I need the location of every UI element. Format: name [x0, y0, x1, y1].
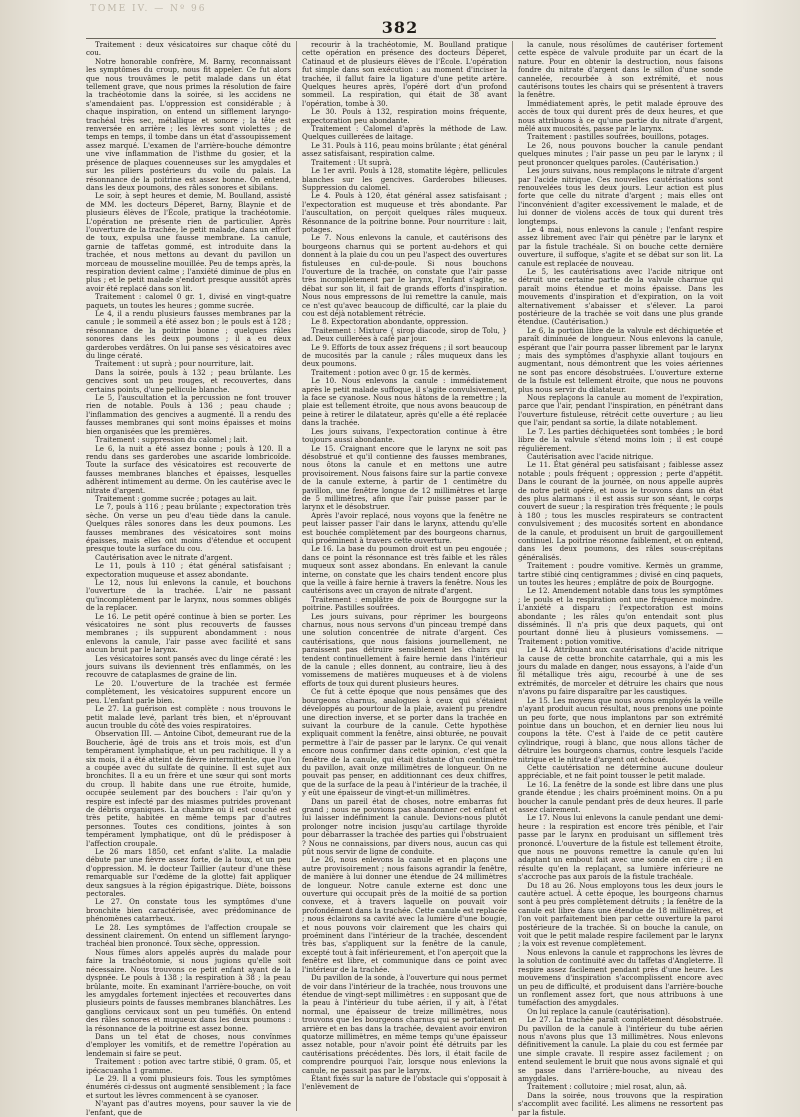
- paragraph: Traitement : deux vésicatoires sur chaque côté du cou.: [86, 40, 291, 58]
- page-edge-shading-right: [740, 0, 800, 1117]
- paragraph: Cette cautérisation ne détermine aucune douleur appréciable, et ne fait point tousser le petit malade.: [518, 762, 723, 781]
- paragraph: Nous replaçons la canule au moment de l'expiration, parce que l'air, pendant l'inspiration, en pénétrant dans l'ouverture fistuleuse, rétrécit cette ouverture ; au lieu que l'air, pendant sa sortie, la dilate notablement.: [518, 393, 723, 428]
- paragraph: Le 4 mai, nous enlevons la canule ; l'enfant respire assez librement avec l'air qui pénètre par le larynx et par la fistule trachéale. Si on bouche cette dernière ouverture, il suffoque, s'agite et se débat sur son lit. La canule est replacée de nouveau.: [518, 224, 723, 268]
- paragraph: Observation III. — Antoine Cibot, demeurant rue de la Boucherie, âgé de trois ans et trois mois, est d'un tempérament lymphatique, et un peu rachitique. Il y a six mois, il a été atteint de fièvre intermittente, que l'on a coupée avec du sulfate de quinine. Il est sujet aux bronchites. Il a eu un frère et une sœur qui sont morts du croup. Il habite dans une rue étroite, humide, occupée seulement par des bouchers : l'air qu'on y respire est infecté par des miasmes putrides provenant de débris organiques. La chambre où il est couché est très petite, habitée en même temps par d'autres personnes. Toutes ces conditions, jointes à son tempérament lymphatique, ont dû le prédisposer à l'affection croupale.: [86, 729, 291, 848]
- paragraph: Le 6, la nuit a été assez bonne ; pouls à 120. Il a rendu dans ses garderobes une ascaride lombricoïde. Toute la surface des vésicatoires est recouverte de fausses membranes blanches et épaisses, lesquelles adhèrent intimement au derme. On les cautérise avec le nitrate d'argent.: [86, 443, 291, 495]
- paragraph: Traitement : Calomel d'après la méthode de Law. Quelques cuillerées de laitage.: [302, 124, 507, 142]
- paragraph: Le 30. Pouls à 132, respiration moins fréquente, expectoration peu abondante.: [302, 107, 507, 125]
- paragraph: Le 5, l'auscultation et la percussion ne font trouver rien de notable. Pouls à 136 ; peau chaude ; l'inflammation des gencives a augmenté. Il a rendu des fausses membranes qui sont moins épaisses et moins bien organisées que les premières.: [86, 393, 291, 436]
- paragraph: Le 26 mars 1850, cet enfant s'alite. La maladie débute par une fièvre assez forte, de la toux, et un peu d'oppression. M. le docteur Taillier (auteur d'une thèse remarquable sur l'œdème de la glotte) fait appliquer deux sangsues à la région épigastrique. Diète, boissons pectorales.: [86, 847, 291, 899]
- column-divider: [512, 41, 513, 1111]
- text-columns: [86, 40, 726, 1117]
- paragraph: Le 17. Nous lui enlevons la canule pendant une demi-heure : la respiration est encore très pénible, et l'air passe par le larynx en produisant un sifflement très prononcé. L'ouverture de la fistule est tellement étroite, que nous ne pouvons remettre la canule qu'en lui adaptant un embout fait avec une sonde en cire ; il en résulte qu'en la replaçant, sa lumière inférieure ne s'accroche pas aux parois de la fistule trachéale.: [518, 813, 723, 882]
- paragraph: Le 1er avril. Pouls à 128, stomatite légère, pellicules blanches sur les gencives. Garderobes bilieuses. Suppression du calomel.: [302, 166, 507, 192]
- paragraph: Traitement : collutoire ; miel rosat, alun, aâ.: [527, 1082, 687, 1092]
- paragraph: Immédiatement après, le petit malade éprouve des accès de toux qui durent près de deux heures, et que nous attribuons à ce qu'une partie du nitrate d'argent, mêlé aux mucosités, passe par le larynx.: [518, 98, 723, 134]
- column-right: [518, 40, 723, 1117]
- paragraph: Le 20. L'ouverture de la trachée est fermée complètement, les vésicatoires suppurent encore un peu. L'enfant parle bien.: [86, 678, 291, 705]
- paragraph: Ce fut à cette époque que nous pensâmes que des bourgeons charnus, analogues à ceux qui s'étaient développés au pourtour de la plaie, avaient pu prendre une direction inverse, et se porter dans la trachée en suivant la courbure de la canule. Cette hypothèse expliquait comment la fenêtre, ainsi obturée, ne pouvait permettre à l'air de passer par le larynx. Ce qui venait encore nous confirmer dans cette opinion, c'est que la fenêtre de la canule, qui était distante d'un centimètre du pavillon, avait onze millimètres de longueur. On ne pouvait pas penser, en additionnant ces deux chiffres, que de la surface de la peau à l'intérieur de la trachée, il y eût une épaisseur de vingt-et-un millimètres.: [302, 687, 507, 798]
- paragraph: Traitement : potion avec 0 gr. 15 de kermès.: [311, 367, 472, 377]
- paragraph: Le 28. Les symptômes de l'affection croupale se dessinent clairement. On entend un sifflement laryngo-trachéal bien prononcé. Toux sèche, oppression.: [86, 922, 291, 949]
- paragraph: On lui replace la canule (cautérisation).: [527, 1006, 670, 1016]
- paragraph: Les jours suivans, nous remplaçons le nitrate d'argent par l'acide nitrique. Ces nouvelles cautérisations sont renouvelées tous les deux jours. Leur action est plus forte que celle du nitrate d'argent ; mais elles ont l'inconvénient d'agiter excessivement le malade, et de lui donner de violens accès de toux qui durent très longtemps.: [518, 166, 723, 226]
- paragraph: Traitement : gomme sucrée ; potages au lait.: [95, 493, 257, 503]
- paragraph: Traitement : ut suprà ; pour nourriture, lait.: [95, 359, 254, 369]
- paragraph: Le 16. La base du poumon droit est un peu engouée ; dans ce point la résonnance est très faible et les râles muqueux sont assez abondans. En enlevant la canule interne, on constate que les chairs tendent encore plus que la veille à faire hernie à travers la fenêtre. Nous les cautérisons avec un crayon de nitrate d'argent.: [302, 544, 507, 596]
- paragraph: Le 29. Il a vomi plusieurs fois. Tous les symptômes énumérés ci-dessus ont augmenté sensiblement ; la face et surtout les lèvres commencent à se cyanoser.: [86, 1073, 291, 1100]
- column-middle: [302, 41, 507, 1111]
- column-divider: [296, 41, 297, 1111]
- paragraph: Après l'avoir replacé, nous voyons que la fenêtre ne peut laisser passer l'air dans le larynx, attendu qu'elle est bouchée complètement par des bourgeons charnus, qui proéminent à travers cette ouverture.: [302, 510, 507, 545]
- paragraph: Le 7. Nous enlevons la canule, et cautérisons des bourgeons charnus qui se portent au-dehors et qui donnent à la plaie du cou un peu l'aspect des ouvertures fistuleuses en cul-de-poule. Si nous bouchons l'ouverture de la trachée, on constate que l'air passe très incomplètement par le larynx, l'enfant s'agite, se débat sur son lit, il fait de grands efforts d'inspiration. Nous nous empressons de lui remettre la canule, mais ce n'est qu'avec beaucoup de difficulté, car la plaie du cou est déjà notablement rétrécie.: [302, 233, 507, 318]
- paragraph: Cautérisation avec le nitrate d'argent.: [95, 552, 233, 562]
- paragraph: Le 4, il a rendu plusieurs fausses membranes par la canule ; le sommeil a été assez bon ; le pouls est à 128 ; résonnance de la poitrine bonne ; quelques râles sonores dans les deux poumons ; il a eu deux garderobes verdâtres. On lui panse ses vésicatoires avec du linge cératé.: [86, 309, 291, 361]
- paragraph: Les vésicatoires sont pansés avec du linge cératé : les jours suivans ils deviennent très enflammés, on les recouvre de cataplasmes de graine de lin.: [86, 653, 291, 680]
- paragraph: Traitement : potion avec tartre stibié, 0 gram. 05, et ipécacuanha 1 gramme.: [86, 1057, 291, 1075]
- paragraph: Étant fixés sur la nature de l'obstacle qui s'opposait à l'enlèvement de: [302, 1073, 507, 1092]
- bleed-through-header: ТОМЕ ІV. — Nº 96: [90, 4, 207, 14]
- paragraph: Le 12. Amendement notable dans tous les symptômes ; le pouls et la respiration ont une fréquence moindre. L'anxiété a disparu ; l'expectoration est moins abondante ; les râles qu'on entendait sont plus disséminés. Il n'a pris que deux paquets, qui ont pourtant donné lieu à plusieurs vomissemens. — Traitement : potion vomitive.: [518, 586, 723, 646]
- paragraph: Dans la soirée, pouls à 132 ; peau brûlante. Les gencives sont un peu rouges, et recouvertes, dans certains points, d'une pellicule blanche.: [86, 367, 291, 394]
- paragraph: Le 27. La guérison est complète : nous trouvons le petit malade levé, parlant très bien, et n'éprouvant aucun trouble du côté des voies respiratoires.: [86, 704, 291, 730]
- paragraph: recourir à la trachéotomie, M. Boulland pratique cette opération en présence des docteurs Déperet, Catinaud et de plusieurs élèves de l'École. L'opération fut simple dans son exécution : au moment d'inciser la trachée, il fallut faire la ligature d'une petite artère. Quelques heures après, l'opéré dort d'un profond sommeil. La respiration, qui était de 38 avant l'opération, tombe à 30.: [302, 40, 507, 108]
- paragraph: Traitement : emplâtre de poix de Bourgogne sur la poitrine. Pastilles soufrées.: [302, 594, 507, 613]
- paragraph: Le 31. Pouls à 116, peau moins brûlante ; état général assez satisfaisant, respiration calme.: [302, 140, 507, 159]
- paragraph: Dans un pareil état de choses, notre embarras fut grand ; nous ne pouvions pas abandonner cet enfant et lui laisser indéfiniment la canule. Devions-nous plutôt prolonger notre incision jusqu'au cartilage thyroïde pour débarrasser la trachée des parties qui l'obstruaient ? Nous ne connaissions, par divers nous, aucun cas qui pût nous servir de ligne de conduite.: [302, 796, 507, 856]
- paragraph: Le 12, nous lui enlevons la canule, et bouchons l'ouverture de la trachée. L'air ne passant qu'incomplètement par le larynx, nous sommes obligés de la replacer.: [86, 578, 291, 613]
- page-header: [0, 0, 800, 40]
- paragraph: Le 15. Les moyens que nous avons employés la veille n'ayant produit aucun résultat, nous prenons une pointe un peu forte, que nous implantons par son extrémité pointue dans un bouchon, et en dernier lieu nous lui coupons la tête. C'est à l'aide de ce petit cautère cylindrique, rougi à blanc, que nous allons tâcher de détruire les bourgeons charnus, contre lesquels l'acide nitrique et le nitrate d'argent ont échoué.: [518, 695, 723, 764]
- paragraph: Du 18 au 26. Nous employons tous les deux jours le cautère actuel. À cette époque, les bourgeons charnus sont à peu près complètement détruits ; la fenêtre de la canule est libre dans une étendue de 18 millimètres, et l'on voit parfaitement bien par cette ouverture la paroi postérieure de la trachée. Si on bouche la canule, on voit que le petit malade respire facilement par le larynx ; la voix est revenue complètement.: [518, 880, 723, 949]
- paragraph: Le 4. Pouls à 120, état général assez satisfaisant ; l'expectoration est muqueuse et très abondante. Par l'auscultation, on perçoit quelques râles muqueux. Résonnance de la poitrine bonne. Pour nourriture : lait, potages.: [302, 191, 507, 234]
- paragraph: Traitement : Ut suprà.: [311, 157, 392, 167]
- page-edge-shading-left: [0, 0, 70, 1117]
- page-number: 382: [381, 18, 419, 37]
- paragraph: Le 10. Nous enlevons la canule : immédiatement après le petit malade suffoque, il s'agite convulsivement, la face se cyanose. Nous nous hâtons de la remettre ; la plaie est tellement étroite, que nous avons beaucoup de peine à retirer le dilatateur, après qu'elle a été replacée dans la trachée.: [302, 376, 507, 428]
- paragraph: Le 26, nous enlevons la canule et en plaçons une autre provisoirement ; nous faisons agrandir la fenêtre, de manière à lui donner une étendue de 24 millimètres de longueur. Notre canule externe est donc une ouverture qui occupait près de la moitié de sa portion convexe, et à travers laquelle on pouvait voir profondément dans la trachée. Cette canule est replacée ; nous éclairons sa cavité avec la lumière d'une bougie, et nous pouvons voir clairement que les chairs qui proéminent dans l'intérieur de la trachée, descendent très bas, s'appliquent sur la fenêtre de la canule, excepté tout à fait inférieurement, et l'on aperçoit que la fenêtre est libre, et communique dans ce point avec l'intérieur de la trachée.: [302, 855, 507, 974]
- paragraph: Traitement : Mixture { sirop diacode, sirop de Tolu, } ad. Deux cuillerées à café par jour.: [302, 325, 507, 344]
- paragraph: la canule, nous résolûmes de cautériser fortement cette espèce de valvule produite par un écart de la nature. Pour en obtenir la destruction, nous faisons fondre du nitrate d'argent dans le sillon d'une sonde cannelée, recourbée à son extrémité, et nous cautérisons toutes les chairs qui se présentent à travers la fenêtre.: [518, 40, 723, 100]
- paragraph: Notre honorable confrère, M. Barny, reconnaissant les symptômes du croup, nous fit appeler. Ce fut alors que nous trouvâmes le petit malade dans un état tellement grave, que nous primes la résolution de faire la trachéotomie dans la soirée, si les accidens ne s'amendaient pas. L'oppression est considérable ; à chaque inspiration, on entend un sifflement laryngo-trachéal très sec, métallique et sonore ; la tête est renversée en arrière ; les lèvres sont violettes ; de temps en temps, il tombe dans un état d'assoupissement assez marqué. L'examen de l'arrière-bouche démontre une vive inflammation de l'isthme du gosier, et la présence de plaques couenneuses sur les amygdales et sur les piliers postérieurs du voile du palais. La résonnance de la poitrine est assez bonne. On entend, dans les deux poumons, des râles sonores et sibilans.: [86, 56, 291, 192]
- paragraph: Le 6, la portion libre de la valvule est déchiquetée et paraît diminuée de longueur. Nous enlevons la canule, espérant que l'air pourra passer librement par le larynx ; mais des symptômes d'asphyxie allant toujours en augmentant, nous démontrent que les voies aériennes ne sont pas encore désobstruées. L'ouverture externe de la fistule est tellement étroite, que nous ne pouvons plus nous servir du dilatateur.: [518, 325, 723, 394]
- paragraph: Cautérisation avec l'acide nitrique.: [527, 451, 654, 461]
- paragraph: Les jours suivans, pour réprimer les bourgeons charnus, nous nous servons d'un pinceau trempé dans une solution concentrée de nitrate d'argent. Ces cautérisations, que nous faisions journellement, ne paraissent pas détruire sensiblement les chairs qui tendent continuellement à faire hernie dans l'intérieur de la canule ; elles donnent, au contraire, lieu à des vomissemens de matières muqueuses et à de violens efforts de toux qui durent plusieurs heures.: [302, 611, 507, 688]
- paragraph: Le 14. Attribuant aux cautérisations d'acide nitrique la cause de cette bronchite catarrhale, qui a mis les jours du malade en danger, nous essayons, à l'aide d'un fil métallique très aigu, recourbé à une de ses extrémités, de morceler et détruire les chairs que nous n'avons pu faire disparaître par les caustiques.: [518, 645, 723, 697]
- paragraph: Nous enlevons la canule et rapprochons les lèvres de la solution de continuité avec du taffetas d'Angleterre. Il respire assez facilement pendant près d'une heure. Les mouvemens d'inspiration s'accomplissent encore avec un peu de difficulté, et produisent dans l'arrière-bouche un ronflement assez fort, que nous attribuons à une tuméfaction des amygdales.: [518, 947, 723, 1008]
- paragraph: Le 26, nous pouvons boucher la canule pendant quelques minutes ; l'air passe un peu par le larynx ; il peut prononcer quelques paroles. (Cautérisation.): [518, 140, 723, 167]
- paragraph: Le 7, pouls à 116 ; peau brûlante ; expectoration très sèche. On verse un peu d'eau tiède dans la canule. Quelques râles sonores dans les deux poumons. Les fausses membranes des vésicatoires sont moins épaisses, mais elles ont moins d'étendue et occupent presque toute la surface du cou.: [86, 502, 291, 554]
- paragraph: Nous fûmes alors appelés auprès du malade pour faire la trachéotomie, si nous jugions qu'elle soit nécessaire. Nous trouvons ce petit enfant ayant de la dyspnée. Le pouls à 138 ; la respiration à 38 ; la peau brûlante, moite. En examinant l'arrière-bouche, on voit les amygdales fortement injectées et recouvertes dans plusieurs points de fausses membranes blanchâtres. Les ganglions cervicaux sont un peu tuméfiés. On entend des râles sonores et muqueux dans les deux poumons : la résonnance de la poitrine est assez bonne.: [86, 947, 291, 1033]
- paragraph: Traitement : calomel 0 gr. 1, divisé en vingt-quatre paquets, un toutes les heures ; gomme sucrée.: [86, 292, 291, 310]
- paragraph: Le 9. Efforts de toux assez fréquens ; il sort beaucoup de mucosités par la canule ; râles muqueux dans les deux poumons.: [302, 342, 507, 369]
- paragraph: Le 16. Le petit opéré continue à bien se porter. Les vésicatoires ne sont plus recouverts de fausses membranes ; ils suppurent abondamment : nous enlevons la canule, l'air passe avec facilité et sans aucun bruit par le larynx.: [86, 611, 291, 655]
- paragraph: Traitement : poudre vomitive. Kermès un gramme, tartre stibié cinq centigrammes ; divisé en cinq paquets, un toutes les heures ; emplâtre de poix de Bourgogne.: [518, 561, 723, 587]
- paragraph: Le 11, pouls à 110 ; état général satisfaisant ; expectoration muqueuse et assez abondante.: [86, 561, 291, 579]
- header-rule: [86, 38, 716, 39]
- paragraph: Le 5, les cautérisations avec l'acide nitrique ont détruit une certaine partie de la valvule charnue qui paraît moins étendue et moins épaisse. Dans les mouvements d'inspiration et d'expiration, on la voit alternativement s'abaisser et s'élever. La paroi postérieure de la trachée se voit dans une plus grande étendue. (Cautérisation.): [518, 266, 723, 327]
- paragraph: Les jours suivans, l'expectoration continue à être toujours aussi abondante.: [302, 426, 507, 445]
- paragraph: Traitement : suppression du calomel ; lait.: [95, 435, 248, 445]
- paragraph: Le 11. État général peu satisfaisant ; faiblesse assez notable ; pouls fréquent ; oppression ; perte d'appétit. Dans le courant de la journée, on nous appelle auprès de notre petit opéré, et nous le trouvons dans un état des plus alarmans : il est assis sur son séant, le corps couvert de sueur ; la respiration très fréquente ; le pouls à 180 ; tous les muscles respirateurs se contractent convulsivement ; des mucosités sortent en abondance de la canule, et produisent un bruit de gargouillement continuel. La poitrine résonne faiblement, et on entend, dans les deux poumons, des râles sous-crépitans généralisés.: [518, 460, 723, 562]
- paragraph: Le 15. Craignant encore que le larynx ne soit pas désobstrué et qu'il contienne des fausses membranes, nous ôtons la canule et en mettons une autre provisoirement. Nous faisons faire sur la partie convexe de la canule externe, à partir de 1 centimètre du pavillon, une fenêtre longue de 12 millimètres et large de 5 millimètres, afin que l'air puisse passer par le larynx et le désobstruer.: [302, 443, 507, 512]
- column-left: [86, 40, 291, 1117]
- paragraph: Du pavillon de la sonde, à l'ouverture qui nous permet de voir dans l'intérieur de la trachée, nous trouvons une étendue de vingt-sept millimètres : en supposant que de la peau à l'intérieur du tube aérien, il y ait, à l'état normal, une épaisseur de treize millimètres, nous trouvons que les bourgeons charnus qui se portaient en arrière et en bas dans la trachée, devaient avoir environ quatorze millimètres, en même temps qu'une épaisseur assez notable, pour n'avoir point été détruits par les cautérisations précédentes. Dès lors, il était facile de comprendre pourquoi l'air, lorsque nous enlevions la canule, ne passait pas par le larynx.: [302, 973, 507, 1075]
- paragraph: Le 16. La fenêtre de la sonde est libre dans une plus grande étendue ; les chairs proéminent moins. On a pu boucher la canule pendant près de deux heures. Il parle assez clairement.: [518, 779, 723, 814]
- paragraph: N'ayant pas d'autres moyens, pour sauver la vie de l'enfant, que de: [86, 1099, 291, 1117]
- paragraph: Traitement : pastilles soufrées, bouillons, potages.: [527, 132, 709, 142]
- paragraph: Le 27. La trachée paraît complètement désobstruée. Du pavillon de la canule à l'intérieur du tube aérien nous n'avons plus que 13 millimètres. Nous enlevons définitivement la canule. La plaie du cou est fermée par une simple cravate. Il respire assez facilement ; on entend seulement le bruit que nous avons signalé et qui se passe dans l'arrière-bouche, au niveau des amygdales.: [518, 1015, 723, 1083]
- paragraph: Dans la soirée, nous trouvons que la respiration s'accomplit avec facilité. Les alimens ne ressortent pas par la fistule.: [518, 1090, 723, 1117]
- paragraph: Le 7. Les parties déchiquetées sont tombées ; le bord libre de la valvule s'étend moins loin ; il est coupé régulièrement.: [518, 426, 723, 453]
- paragraph: Le 8. Expectoration abondante, oppression.: [311, 317, 469, 327]
- paragraph: Le 27. On constate tous les symptômes d'une bronchite bien caractérisée, avec prédominance de phénomènes catarrheux.: [86, 897, 291, 924]
- paragraph: Le soir, à sept heures et demie, M. Boulland, assisté de MM. les docteurs Déperet, Barny, Blaynie et de plusieurs élèves de l'École, pratique la trachéotomie. L'opération ne présente rien de particulier. Après l'ouverture de la trachée, le petit malade, dans un effort de toux, expulsa une fausse membrane. La canule, garnie de taffetas gommé, est introduite dans la trachée, et nous mettons au devant du pavillon un morceau de mousseline mouillée. Peu de temps après, la respiration devient calme ; l'anxiété diminue de plus en plus ; et le petit malade s'endort presque aussitôt après avoir été replacé dans son lit.: [86, 191, 291, 293]
- paragraph: Dans un tel état de choses, nous convînmes d'employer les vomitifs, et de remettre l'opération au lendemain si faire se peut.: [86, 1031, 291, 1058]
